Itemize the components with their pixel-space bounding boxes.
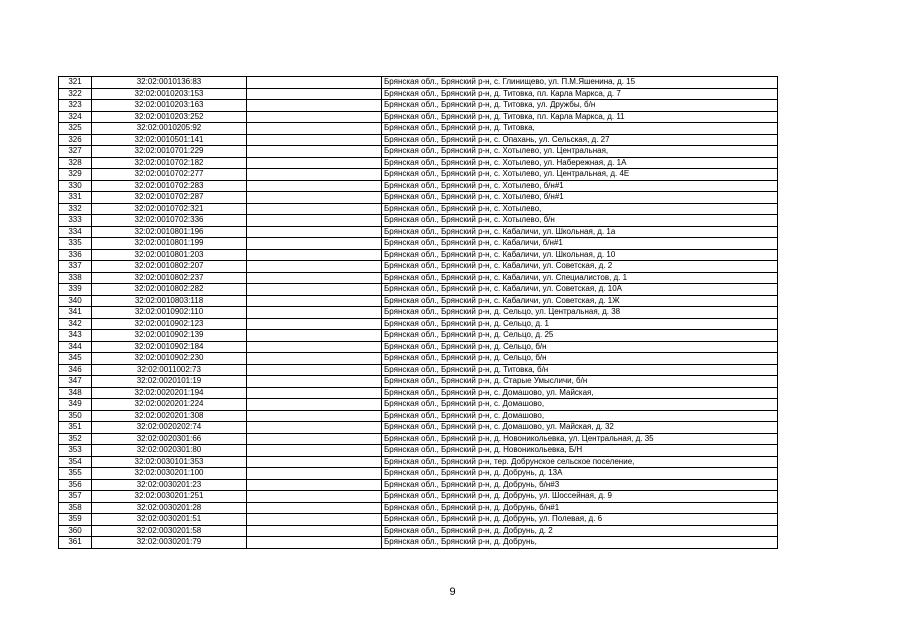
address-cell: Брянская обл., Брянский р-н, д. Новоникольевка, Б/Н (382, 445, 778, 457)
row-number-cell: 323 (59, 100, 92, 112)
row-number-cell: 340 (59, 295, 92, 307)
registry-table-body (59, 77, 778, 549)
table-row (59, 479, 778, 491)
empty-cell (247, 376, 382, 388)
table-row (59, 169, 778, 181)
cadastral-number-cell: 32:02:0010205:92 (92, 123, 247, 135)
row-number-cell: 355 (59, 468, 92, 480)
row-number-cell: 346 (59, 364, 92, 376)
table-row (59, 100, 778, 112)
empty-cell (247, 238, 382, 250)
row-number-cell: 349 (59, 399, 92, 411)
row-number-cell: 324 (59, 111, 92, 123)
table-row (59, 422, 778, 434)
row-number-cell: 352 (59, 433, 92, 445)
address-cell: Брянская обл., Брянский р-н, д. Сельцо, б/н (382, 353, 778, 365)
empty-cell (247, 399, 382, 411)
address-cell: Брянская обл., Брянский р-н, д. Титовка, пл. Карла Маркса, д. 7 (382, 88, 778, 100)
row-number-cell: 328 (59, 157, 92, 169)
empty-cell (247, 514, 382, 526)
row-number-cell: 339 (59, 284, 92, 296)
row-number-cell: 330 (59, 180, 92, 192)
empty-cell (247, 387, 382, 399)
cadastral-number-cell: 32:02:0010902:123 (92, 318, 247, 330)
table-row (59, 249, 778, 261)
row-number-cell: 347 (59, 376, 92, 388)
address-cell: Брянская обл., Брянский р-н, с. Кабаличи, ул. Советская, д. 1Ж (382, 295, 778, 307)
cadastral-number-cell: 32:02:0010702:287 (92, 192, 247, 204)
empty-cell (247, 364, 382, 376)
empty-cell (247, 307, 382, 319)
table-row (59, 410, 778, 422)
address-cell: Брянская обл., Брянский р-н, с. Кабаличи, ул. Советская, д. 2 (382, 261, 778, 273)
empty-cell (247, 410, 382, 422)
table-row (59, 284, 778, 296)
row-number-cell: 345 (59, 353, 92, 365)
address-cell: Брянская обл., Брянский р-н, с. Хотылево, б/н#1 (382, 192, 778, 204)
empty-cell (247, 272, 382, 284)
cadastral-number-cell: 32:02:0010801:199 (92, 238, 247, 250)
address-cell: Брянская обл., Брянский р-н, с. Кабаличи, ул. Школьная, д. 1а (382, 226, 778, 238)
cadastral-number-cell: 32:02:0010203:153 (92, 88, 247, 100)
table-row (59, 341, 778, 353)
empty-cell (247, 284, 382, 296)
address-cell: Брянская обл., Брянский р-н, д. Добрунь, д. 13А (382, 468, 778, 480)
table-row (59, 502, 778, 514)
cadastral-number-cell: 32:02:0030101:353 (92, 456, 247, 468)
empty-cell (247, 353, 382, 365)
table-row (59, 318, 778, 330)
table-row (59, 364, 778, 376)
table-row (59, 203, 778, 215)
table-row (59, 456, 778, 468)
empty-cell (247, 192, 382, 204)
cadastral-number-cell: 32:02:0020101:19 (92, 376, 247, 388)
address-cell: Брянская обл., Брянский р-н, с. Опахань, ул. Сельская, д. 27 (382, 134, 778, 146)
table-row (59, 192, 778, 204)
cadastral-number-cell: 32:02:0010702:321 (92, 203, 247, 215)
row-number-cell: 322 (59, 88, 92, 100)
address-cell: Брянская обл., Брянский р-н, с. Хотылево, б/н#1 (382, 180, 778, 192)
row-number-cell: 332 (59, 203, 92, 215)
address-cell: Брянская обл., Брянский р-н, с. Хотылево, ул. Центральная, д. 4Е (382, 169, 778, 181)
address-cell: Брянская обл., Брянский р-н, с. Кабаличи, б/н#1 (382, 238, 778, 250)
empty-cell (247, 226, 382, 238)
address-cell: Брянская обл., Брянский р-н, д. Добрунь, б/н#1 (382, 502, 778, 514)
cadastral-number-cell: 32:02:0030201:58 (92, 525, 247, 537)
row-number-cell: 343 (59, 330, 92, 342)
cadastral-number-cell: 32:02:0010801:203 (92, 249, 247, 261)
empty-cell (247, 445, 382, 457)
row-number-cell: 326 (59, 134, 92, 146)
table-row (59, 134, 778, 146)
row-number-cell: 338 (59, 272, 92, 284)
table-row (59, 272, 778, 284)
row-number-cell: 359 (59, 514, 92, 526)
empty-cell (247, 341, 382, 353)
address-cell: Брянская обл., Брянский р-н, д. Сельцо, д. 1 (382, 318, 778, 330)
row-number-cell: 342 (59, 318, 92, 330)
address-cell: Брянская обл., Брянский р-н, д. Добрунь, ул. Шоссейная, д. 9 (382, 491, 778, 503)
cadastral-number-cell: 32:02:0020202:74 (92, 422, 247, 434)
table-row (59, 123, 778, 135)
address-cell: Брянская обл., Брянский р-н, с. Домашово, (382, 399, 778, 411)
row-number-cell: 348 (59, 387, 92, 399)
table-row (59, 445, 778, 457)
address-cell: Брянская обл., Брянский р-н, д. Старые Умысличи, б/н (382, 376, 778, 388)
table-row (59, 238, 778, 250)
empty-cell (247, 100, 382, 112)
address-cell: Брянская обл., Брянский р-н, с. Хотылево, ул. Центральная, (382, 146, 778, 158)
table-row (59, 226, 778, 238)
row-number-cell: 360 (59, 525, 92, 537)
empty-cell (247, 134, 382, 146)
cadastral-number-cell: 32:02:0010803:118 (92, 295, 247, 307)
table-row (59, 295, 778, 307)
address-cell: Брянская обл., Брянский р-н, д. Добрунь, б/н#3 (382, 479, 778, 491)
cadastral-number-cell: 32:02:0010802:237 (92, 272, 247, 284)
row-number-cell: 325 (59, 123, 92, 135)
cadastral-number-cell: 32:02:0010902:110 (92, 307, 247, 319)
address-cell: Брянская обл., Брянский р-н, д. Титовка, б/н (382, 364, 778, 376)
empty-cell (247, 295, 382, 307)
address-cell: Брянская обл., Брянский р-н, с. Домашово, ул. Майская, (382, 387, 778, 399)
row-number-cell: 353 (59, 445, 92, 457)
cadastral-number-cell: 32:02:0010802:282 (92, 284, 247, 296)
row-number-cell: 333 (59, 215, 92, 227)
cadastral-number-cell: 32:02:0010902:139 (92, 330, 247, 342)
cadastral-number-cell: 32:02:0010136:83 (92, 77, 247, 89)
empty-cell (247, 249, 382, 261)
row-number-cell: 358 (59, 502, 92, 514)
empty-cell (247, 215, 382, 227)
address-cell: Брянская обл., Брянский р-н, д. Новоникольевка, ул. Центральная, д. 35 (382, 433, 778, 445)
table-row (59, 180, 778, 192)
address-cell: Брянская обл., Брянский р-н, тер. Добрунское сельское поселение, (382, 456, 778, 468)
cadastral-number-cell: 32:02:0020201:224 (92, 399, 247, 411)
cadastral-number-cell: 32:02:0010702:336 (92, 215, 247, 227)
table-row (59, 537, 778, 549)
empty-cell (247, 502, 382, 514)
address-cell: Брянская обл., Брянский р-н, д. Титовка, (382, 123, 778, 135)
cadastral-number-cell: 32:02:0030201:51 (92, 514, 247, 526)
cadastral-number-cell: 32:02:0010501:141 (92, 134, 247, 146)
address-cell: Брянская обл., Брянский р-н, с. Хотылево, (382, 203, 778, 215)
cadastral-number-cell: 32:02:0030201:28 (92, 502, 247, 514)
empty-cell (247, 146, 382, 158)
row-number-cell: 329 (59, 169, 92, 181)
row-number-cell: 356 (59, 479, 92, 491)
row-number-cell: 361 (59, 537, 92, 549)
address-cell: Брянская обл., Брянский р-н, с. Кабаличи, ул. Советская, д. 10А (382, 284, 778, 296)
table-row (59, 307, 778, 319)
table-row (59, 525, 778, 537)
empty-cell (247, 330, 382, 342)
table-row (59, 399, 778, 411)
table-row (59, 514, 778, 526)
address-cell: Брянская обл., Брянский р-н, д. Добрунь, (382, 537, 778, 549)
address-cell: Брянская обл., Брянский р-н, с. Домашово, ул. Майская, д. 32 (382, 422, 778, 434)
address-cell: Брянская обл., Брянский р-н, д. Титовка, ул. Дружбы, б/н (382, 100, 778, 112)
page-number: 9 (449, 586, 456, 598)
cadastral-number-cell: 32:02:0020301:66 (92, 433, 247, 445)
empty-cell (247, 88, 382, 100)
empty-cell (247, 261, 382, 273)
row-number-cell: 341 (59, 307, 92, 319)
table-row (59, 111, 778, 123)
cadastral-number-cell: 32:02:0030201:23 (92, 479, 247, 491)
row-number-cell: 354 (59, 456, 92, 468)
cadastral-number-cell: 32:02:0020201:308 (92, 410, 247, 422)
address-cell: Брянская обл., Брянский р-н, с. Хотылево, б/н (382, 215, 778, 227)
cadastral-number-cell: 32:02:0020201:194 (92, 387, 247, 399)
cadastral-number-cell: 32:02:0010702:283 (92, 180, 247, 192)
empty-cell (247, 180, 382, 192)
table-row (59, 491, 778, 503)
address-cell: Брянская обл., Брянский р-н, с. Кабаличи, ул. Специалистов, д. 1 (382, 272, 778, 284)
cadastral-number-cell: 32:02:0010203:163 (92, 100, 247, 112)
address-cell: Брянская обл., Брянский р-н, с. Хотылево, ул. Набережная, д. 1А (382, 157, 778, 169)
table-row (59, 88, 778, 100)
cadastral-number-cell: 32:02:0030201:100 (92, 468, 247, 480)
empty-cell (247, 123, 382, 135)
address-cell: Брянская обл., Брянский р-н, с. Домашово, (382, 410, 778, 422)
table-row (59, 376, 778, 388)
empty-cell (247, 422, 382, 434)
empty-cell (247, 318, 382, 330)
row-number-cell: 335 (59, 238, 92, 250)
address-cell: Брянская обл., Брянский р-н, д. Сельцо, ул. Центральная, д. 38 (382, 307, 778, 319)
table-row (59, 215, 778, 227)
table-row (59, 387, 778, 399)
cadastral-number-cell: 32:02:0010802:207 (92, 261, 247, 273)
row-number-cell: 344 (59, 341, 92, 353)
address-cell: Брянская обл., Брянский р-н, д. Добрунь, ул. Полевая, д. 6 (382, 514, 778, 526)
table-row (59, 261, 778, 273)
address-cell: Брянская обл., Брянский р-н, д. Добрунь, д. 2 (382, 525, 778, 537)
address-cell: Брянская обл., Брянский р-н, с. Кабаличи, ул. Школьная, д. 10 (382, 249, 778, 261)
cadastral-number-cell: 32:02:0010801:196 (92, 226, 247, 238)
table-row (59, 353, 778, 365)
row-number-cell: 321 (59, 77, 92, 89)
cadastral-number-cell: 32:02:0010902:184 (92, 341, 247, 353)
table-row (59, 433, 778, 445)
cadastral-number-cell: 32:02:0010702:277 (92, 169, 247, 181)
empty-cell (247, 525, 382, 537)
cadastral-number-cell: 32:02:0030201:79 (92, 537, 247, 549)
address-cell: Брянская обл., Брянский р-н, д. Сельцо, д. 25 (382, 330, 778, 342)
cadastral-number-cell: 32:02:0030201:251 (92, 491, 247, 503)
table-row (59, 146, 778, 158)
empty-cell (247, 169, 382, 181)
registry-table (58, 76, 778, 549)
address-cell: Брянская обл., Брянский р-н, д. Титовка, пл. Карла Маркса, д. 11 (382, 111, 778, 123)
row-number-cell: 331 (59, 192, 92, 204)
cadastral-number-cell: 32:02:0010702:182 (92, 157, 247, 169)
cadastral-number-cell: 32:02:0011002:73 (92, 364, 247, 376)
empty-cell (247, 537, 382, 549)
table-row (59, 468, 778, 480)
empty-cell (247, 433, 382, 445)
empty-cell (247, 456, 382, 468)
empty-cell (247, 111, 382, 123)
cadastral-number-cell: 32:02:0010902:230 (92, 353, 247, 365)
row-number-cell: 327 (59, 146, 92, 158)
empty-cell (247, 491, 382, 503)
empty-cell (247, 468, 382, 480)
row-number-cell: 334 (59, 226, 92, 238)
cadastral-number-cell: 32:02:0010701:229 (92, 146, 247, 158)
cadastral-number-cell: 32:02:0020301:80 (92, 445, 247, 457)
table-row (59, 330, 778, 342)
row-number-cell: 351 (59, 422, 92, 434)
row-number-cell: 337 (59, 261, 92, 273)
address-cell: Брянская обл., Брянский р-н, с. Глинищево, ул. П.М.Яшенина, д. 15 (382, 77, 778, 89)
table-row (59, 77, 778, 89)
cadastral-number-cell: 32:02:0010203:252 (92, 111, 247, 123)
empty-cell (247, 157, 382, 169)
row-number-cell: 357 (59, 491, 92, 503)
address-cell: Брянская обл., Брянский р-н, д. Сельцо, б/н (382, 341, 778, 353)
empty-cell (247, 203, 382, 215)
row-number-cell: 336 (59, 249, 92, 261)
row-number-cell: 350 (59, 410, 92, 422)
table-row (59, 157, 778, 169)
empty-cell (247, 77, 382, 89)
empty-cell (247, 479, 382, 491)
